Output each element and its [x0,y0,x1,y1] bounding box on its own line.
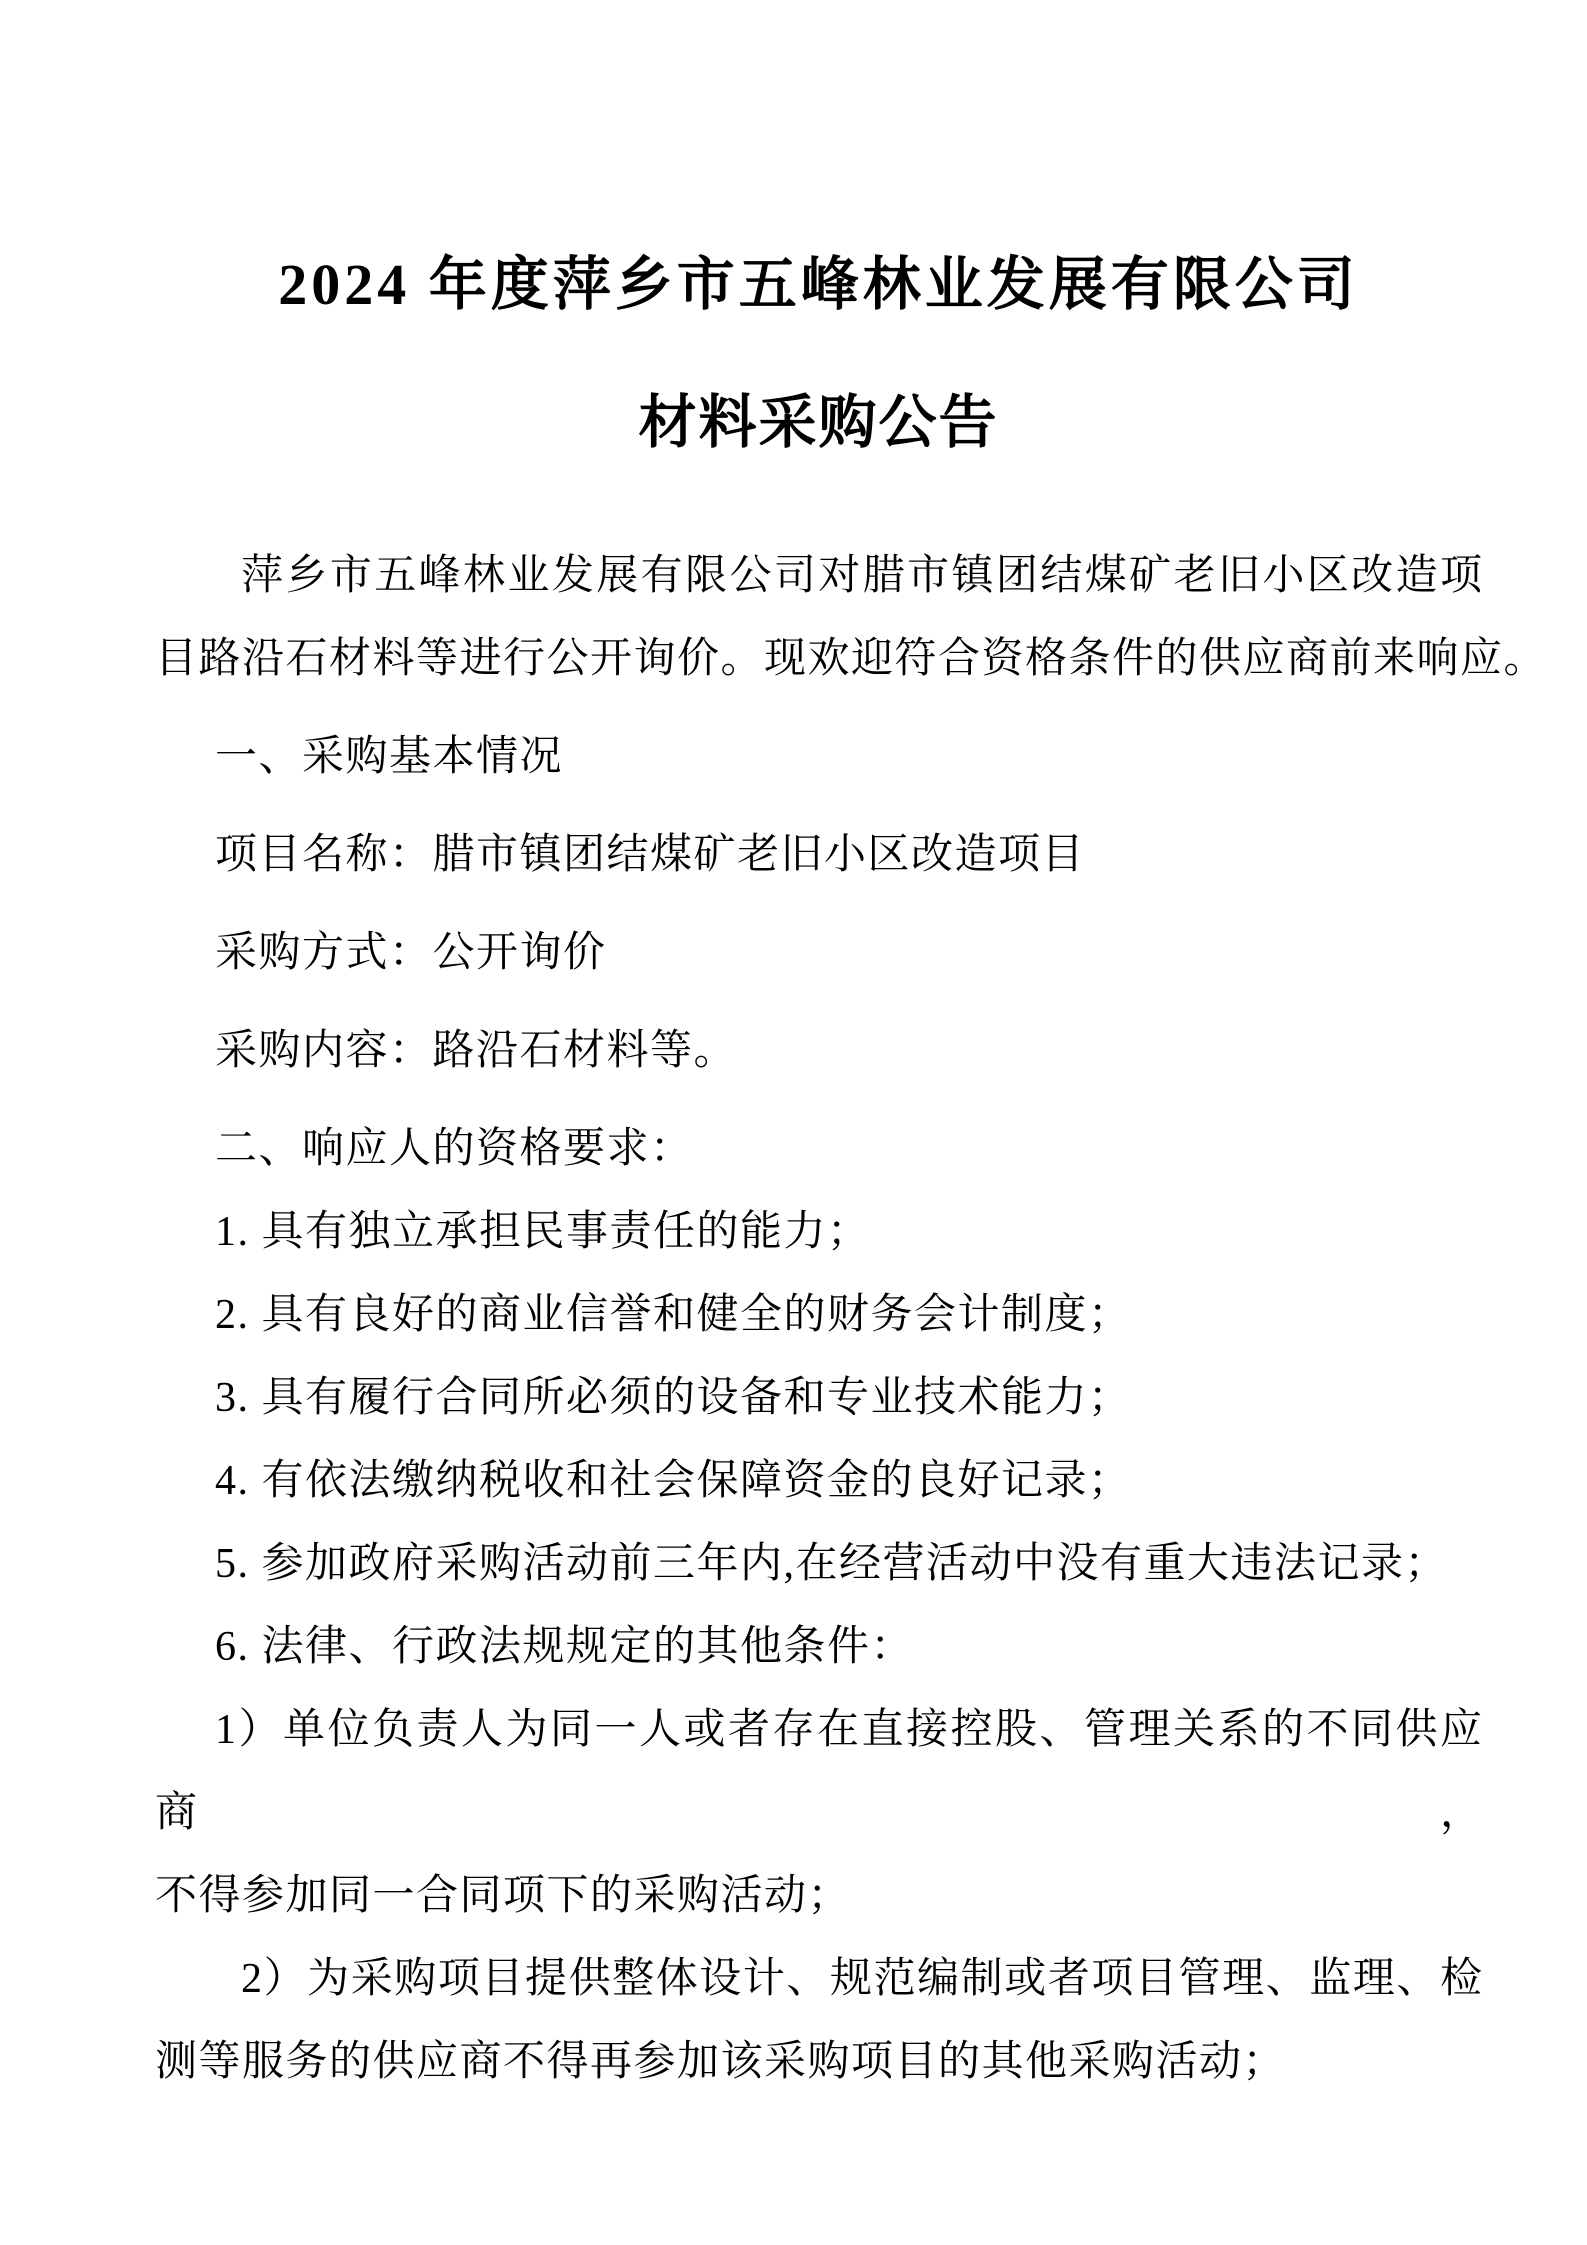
intro-paragraph-line-1: 萍乡市五峰林业发展有限公司对腊市镇团结煤矿老旧小区改造项 [241,553,1482,599]
subitem-1-line-1: 1）单位负责人为同一人或者存在直接控股、管理关系的不同供应商， [155,1707,1482,1836]
document-title-line-1: 2024 年度萍乡市五峰林业发展有限公司 [278,252,1359,317]
requirement-item-1: 1. 具有独立承担民事责任的能力； [215,1209,871,1255]
document-title-line-2: 材料采购公告 [638,390,999,455]
intro-paragraph-line-2: 目路沿石材料等进行公开询价。现欢迎符合资格条件的供应商前来响应。 [155,636,1548,682]
project-name-line: 项目名称：腊市镇团结煤矿老旧小区改造项目 [215,832,1086,878]
subitem-2-line-1: 2）为采购项目提供整体设计、规范编制或者项目管理、监理、检 [241,1956,1482,2002]
document-body [155,535,1548,2104]
requirement-item-3: 3. 具有履行合同所必须的设备和专业技术能力； [215,1375,1132,1421]
subitem-2-line-2: 测等服务的供应商不得再参加该采购项目的其他采购活动； [155,2039,1287,2085]
requirement-item-5: 5. 参加政府采购活动前三年内,在经营活动中没有重大违法记录； [215,1541,1449,1587]
requirement-item-2: 2. 具有良好的商业信誉和健全的财务会计制度； [215,1292,1132,1338]
section-1-heading: 一、采购基本情况 [215,734,564,780]
section-2-heading: 二、响应人的资格要求： [215,1126,694,1172]
subitem-1-line-2: 不得参加同一合同项下的采购活动； [155,1873,852,1919]
requirement-item-6: 6. 法律、行政法规规定的其他条件： [215,1624,915,1670]
procurement-method-line: 采购方式：公开询价 [215,930,607,976]
requirement-item-4: 4. 有依法缴纳税收和社会保障资金的良好记录； [215,1458,1132,1504]
procurement-content-line: 采购内容：路沿石材料等。 [215,1028,738,1074]
